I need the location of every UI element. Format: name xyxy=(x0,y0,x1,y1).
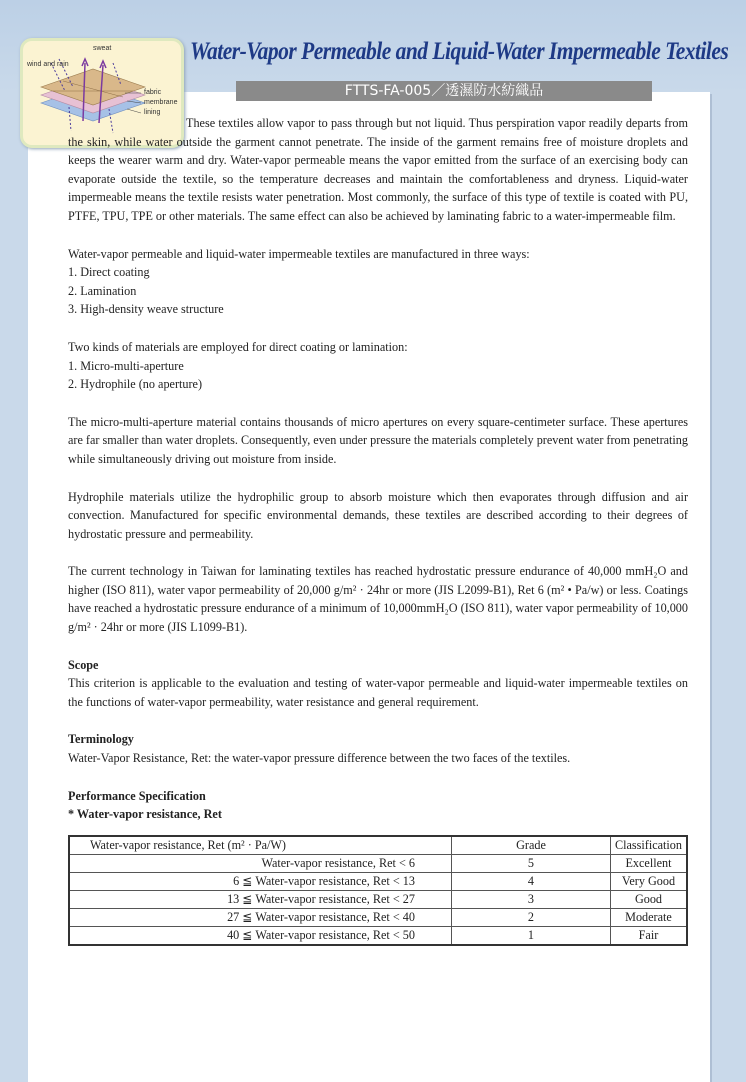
materials-intro: Two kinds of materials are employed for direct coating or lamination: xyxy=(68,339,408,354)
scope-text: This criterion is applicable to the evaluation and testing of water-vapor permeable and liquid-water impermeable textiles on the functions of water-vapor permeability, water resistance and general requirement. xyxy=(68,676,688,709)
lining-label: lining xyxy=(144,109,161,116)
table-cell: 40 ≦ Water-vapor resistance, Ret < 50 xyxy=(69,927,451,946)
taiwan-technology-paragraph: The current technology in Taiwan for laminating textiles has reached hydrostatic pressure endurance of 40,000 mmH₂O and higher (ISO 811), water vapor permeability of 20,000 g/m² · 24hr or more (JIS L2099-B1), Ret 6 (m² • Pa/w) or less. Coatings have reached a hydrostatic pressure endurance of a minimum of 10,000mmH₂O (ISO 811), water vapor permeability of 10,000 g/m² · 24hr or more (JIS L1099-B1). xyxy=(68,564,688,635)
performance-subheading: * Water-vapor resistance, Ret xyxy=(68,807,222,822)
table-row xyxy=(69,927,687,946)
intro-paragraph: These textiles allow vapor to pass through but not liquid. Thus perspiration vapor readily departs from the skin, while water outside the garment cannot penetrate. The inside of the garment remains free of moisture droplets and keeps the wearer warm and dry. Water-vapor permeable means the vapor emitted from the surface of an exercising body can evaporate outside the textile, so the temperature decreases and maintain the comfortableness and dryness. Liquid-water impermeable means the textile resists water penetration. Most commonly, the surface of this type of textile is coated with PU, PTFE, TPU, TPE or other materials. The same effect can also be achieved by laminating fabric to a water-impermeable film. xyxy=(68,116,688,223)
table-cell: Water-vapor resistance, Ret < 6 xyxy=(69,855,451,873)
method-item: 3. High-density weave structure xyxy=(68,302,224,317)
column-header: Water-vapor resistance, Ret (m² · Pa/W) xyxy=(69,836,451,855)
table-row xyxy=(69,891,687,909)
material-item: 1. Micro-multi-aperture xyxy=(68,358,184,373)
column-header: Classification xyxy=(610,836,687,855)
document-body xyxy=(68,114,688,824)
table-cell: 2 xyxy=(451,909,610,927)
method-item: 1. Direct coating xyxy=(68,265,150,280)
table-header-row xyxy=(69,836,687,855)
table-cell: 1 xyxy=(451,927,610,946)
wind-rain-label: wind and rain xyxy=(27,61,69,68)
method-item: 2. Lamination xyxy=(68,283,137,298)
table-cell: Excellent xyxy=(610,855,687,873)
table-cell: 3 xyxy=(451,891,610,909)
table-cell: 6 ≦ Water-vapor resistance, Ret < 13 xyxy=(69,873,451,891)
page-title: Water-Vapor Permeable and Liquid-Water Impermeable Textiles xyxy=(190,38,729,65)
table-cell: 13 ≦ Water-vapor resistance, Ret < 27 xyxy=(69,891,451,909)
terminology-text: Water-Vapor Resistance, Ret: the water-vapor pressure difference between the two faces of the textiles. xyxy=(68,751,571,766)
table-cell: 4 xyxy=(451,873,610,891)
table-row xyxy=(69,855,687,873)
sweat-label: sweat xyxy=(93,45,112,52)
table-cell: 5 xyxy=(451,855,610,873)
micro-aperture-paragraph: The micro-multi-aperture material contains thousands of micro apertures on every square-centimeter surface. These apertures are far smaller than water droplets. Consequently, even under pressure the materials completely prevent water from penetrating while simultaneously driving out moisture from inside. xyxy=(68,414,688,466)
table-row xyxy=(69,909,687,927)
table-cell: Very Good xyxy=(610,873,687,891)
terminology-heading: Terminology xyxy=(68,732,134,747)
membrane-label: membrane xyxy=(144,99,178,106)
table-cell: Moderate xyxy=(610,909,687,927)
methods-intro: Water-vapor permeable and liquid-water impermeable textiles are manufactured in three ways: xyxy=(68,246,530,261)
fabric-label: fabric xyxy=(144,89,162,96)
material-item: 2. Hydrophile (no aperture) xyxy=(68,377,203,392)
performance-heading: Performance Specification xyxy=(68,788,206,803)
standard-code-bar: FTTS-FA-005／透濕防水紡織品 xyxy=(236,81,652,101)
resistance-grade-table xyxy=(68,835,688,946)
table-cell: 27 ≦ Water-vapor resistance, Ret < 40 xyxy=(69,909,451,927)
column-header: Grade xyxy=(451,836,610,855)
table-cell: Good xyxy=(610,891,687,909)
table-cell: Fair xyxy=(610,927,687,946)
table-row xyxy=(69,873,687,891)
scope-heading: Scope xyxy=(68,657,99,672)
hydrophile-paragraph: Hydrophile materials utilize the hydrophilic group to absorb moisture which then evaporates through diffusion and air convection. Manufactured for specific environmental demands, these textiles are described according to their degrees of hydrostatic pressure and permeability. xyxy=(68,489,688,541)
